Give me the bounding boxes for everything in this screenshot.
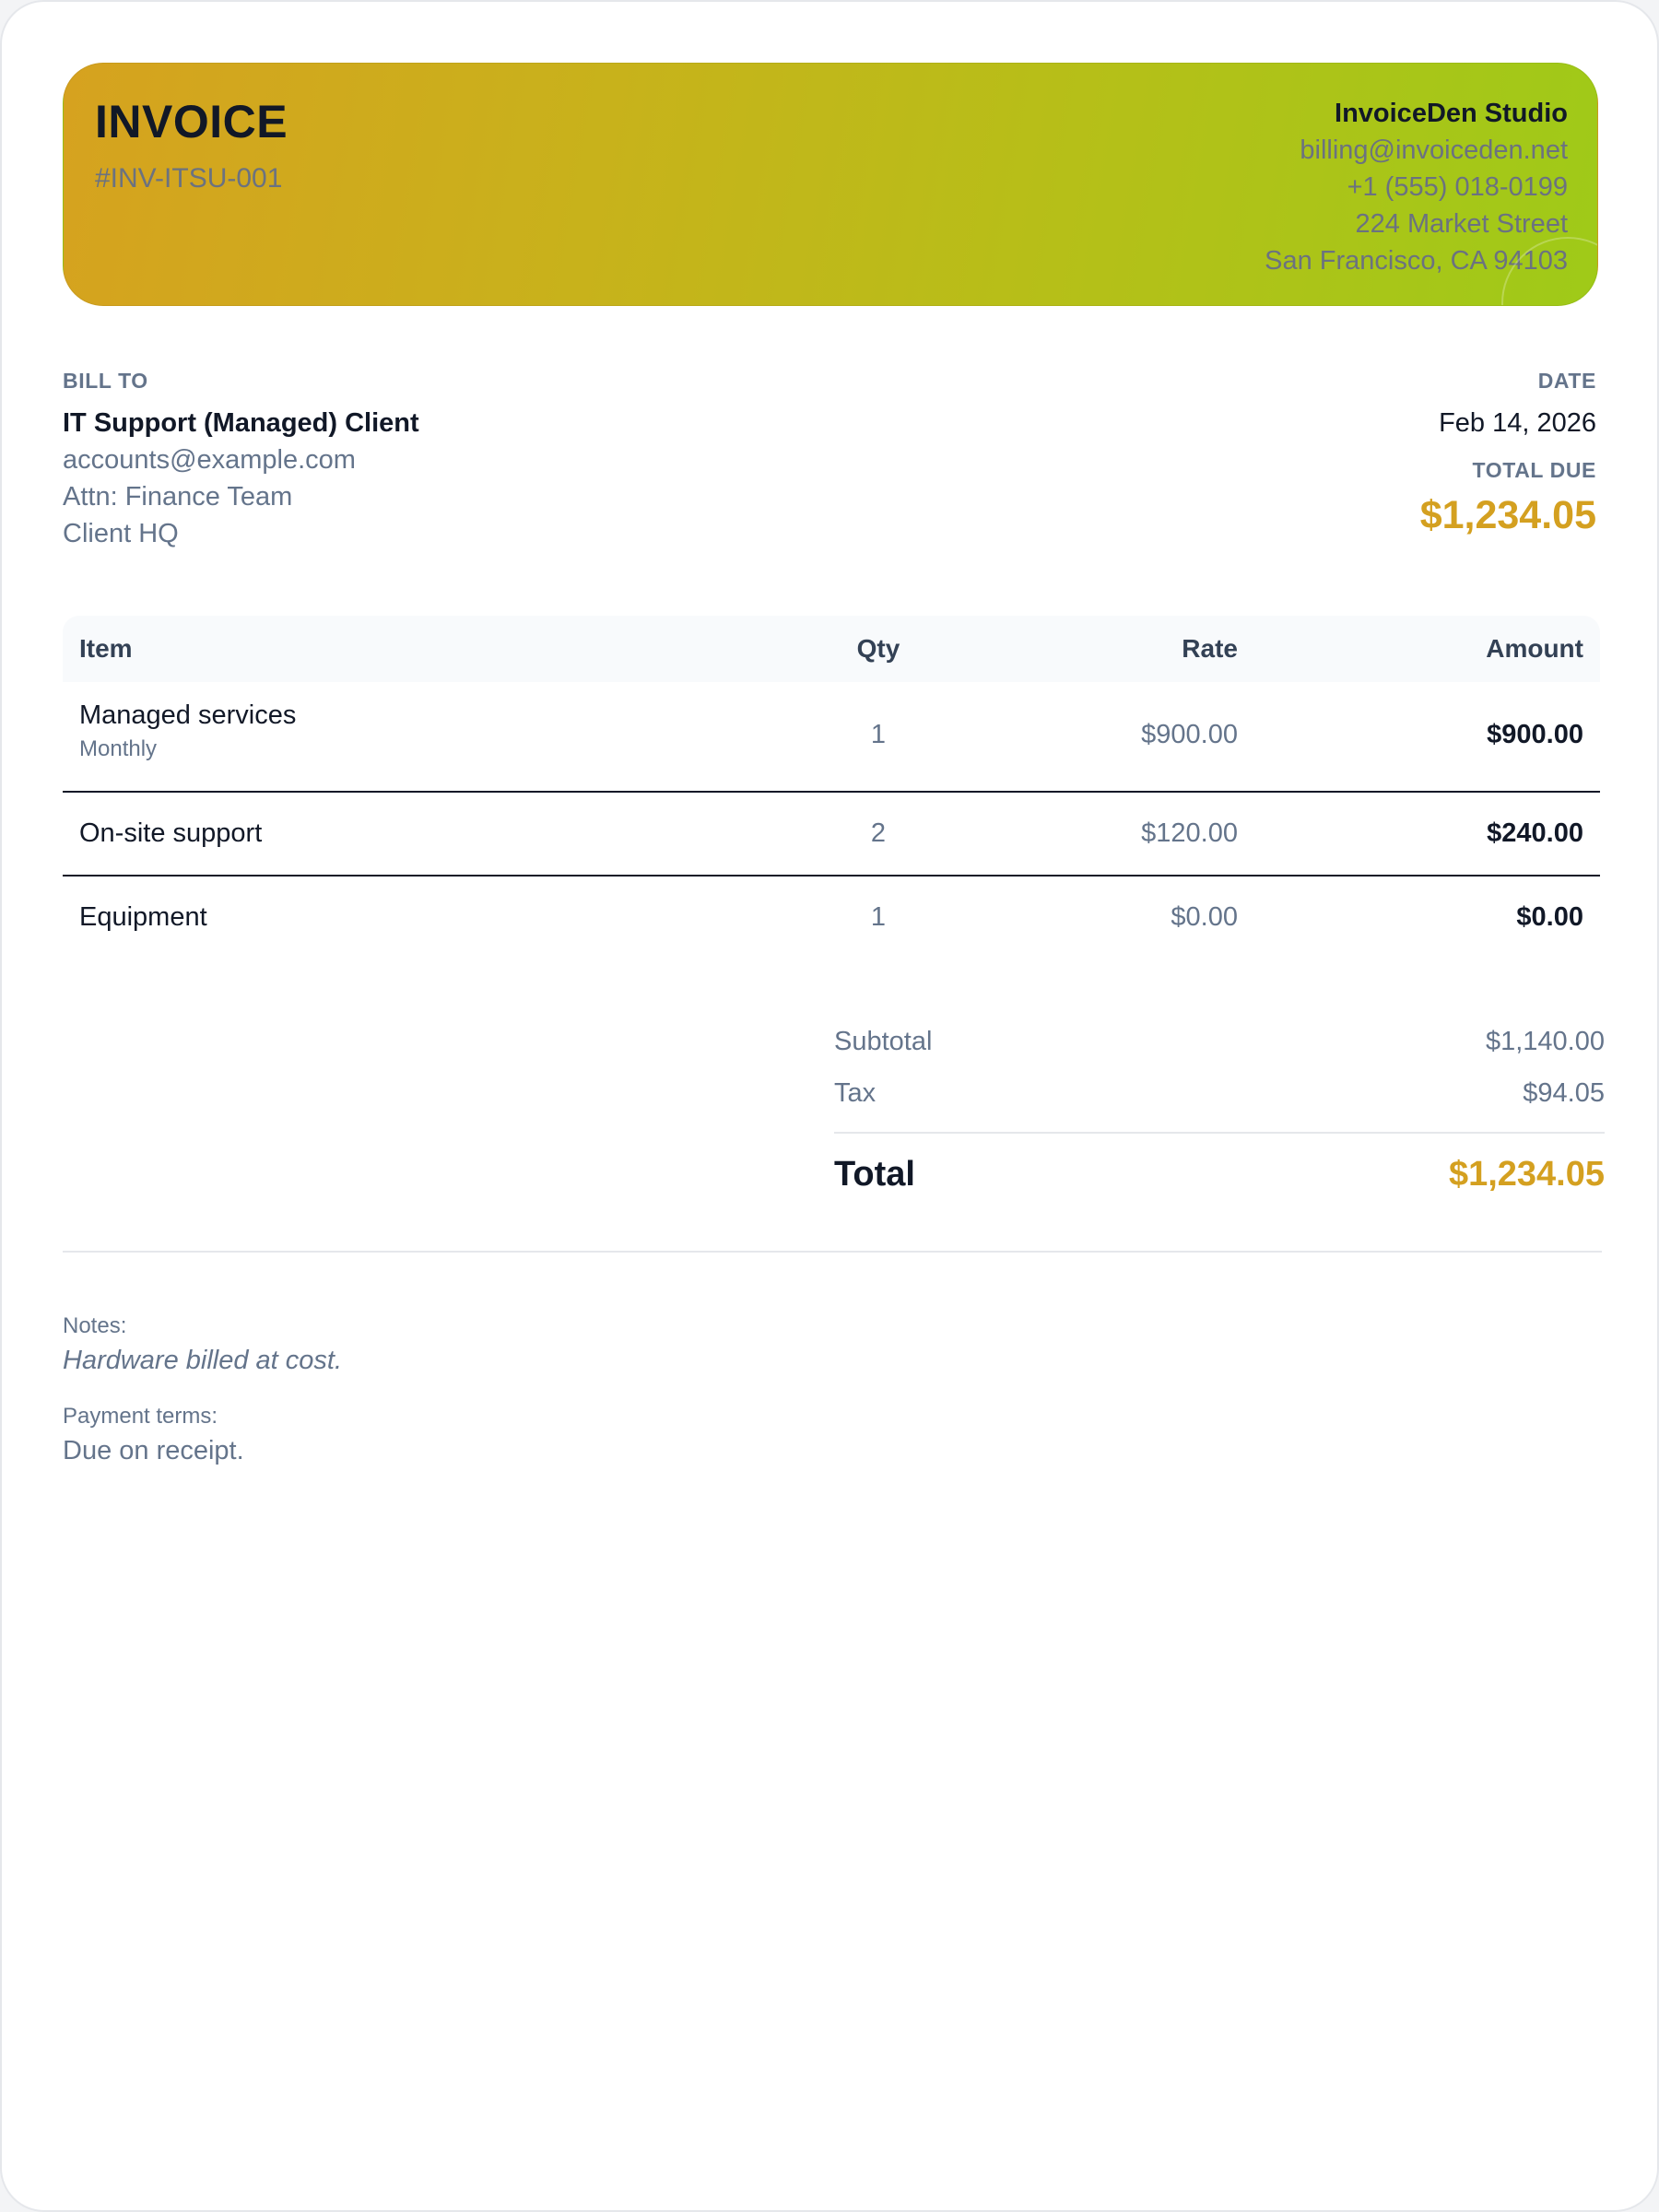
table-header <box>63 616 1600 682</box>
company-info <box>1265 95 1568 279</box>
client-email: accounts@example.com <box>63 445 356 475</box>
payment-terms-label: Payment terms: <box>63 1404 218 1429</box>
table-row <box>63 877 1600 959</box>
total-due-label: TOTAL DUE <box>1472 458 1596 482</box>
grand-total-value: $1,234.05 <box>1448 1155 1605 1194</box>
notes-block <box>63 1311 342 1469</box>
tax-value: $94.05 <box>1523 1078 1605 1108</box>
row-rate: $0.00 <box>1171 902 1238 932</box>
header-qty: Qty <box>856 634 900 663</box>
row-item: Managed services <box>79 700 297 730</box>
line-items-table <box>63 616 1600 959</box>
invoice-date: Feb 14, 2026 <box>1439 408 1596 438</box>
row-rate: $900.00 <box>1141 720 1238 749</box>
bill-to-block <box>63 369 419 552</box>
company-name: InvoiceDen Studio <box>1335 99 1568 128</box>
payment-terms-text: Due on receipt. <box>63 1436 244 1465</box>
company-city: San Francisco, CA 94103 <box>1265 246 1568 276</box>
date-block <box>1420 369 1596 540</box>
invoice-number: #INV-ITSU-001 <box>95 163 283 194</box>
row-qty: 1 <box>870 902 887 932</box>
row-amount: $0.00 <box>1516 902 1583 932</box>
tax-label: Tax <box>834 1078 877 1108</box>
section-divider <box>63 1251 1602 1253</box>
header-amount: Amount <box>1486 634 1583 663</box>
table-row <box>63 793 1600 877</box>
totals-block <box>834 1016 1605 1217</box>
grand-total-row <box>834 1134 1605 1217</box>
client-location: Client HQ <box>63 519 179 548</box>
total-due-amount: $1,234.05 <box>1419 493 1596 537</box>
header-rate: Rate <box>1182 634 1238 663</box>
client-name: IT Support (Managed) Client <box>63 408 419 438</box>
company-street: 224 Market Street <box>1355 209 1568 239</box>
subtotal-label: Subtotal <box>834 1027 933 1056</box>
company-email: billing@invoiceden.net <box>1300 135 1568 165</box>
row-qty: 1 <box>870 720 887 749</box>
client-attn: Attn: Finance Team <box>63 482 293 512</box>
row-qty: 2 <box>870 818 887 848</box>
tax-row <box>834 1067 1605 1119</box>
subtotal-row <box>834 1016 1605 1067</box>
notes-text: Hardware billed at cost. <box>63 1346 343 1375</box>
date-label: DATE <box>1537 369 1596 393</box>
invoice-title: INVOICE <box>95 96 288 147</box>
notes-label: Notes: <box>63 1313 127 1338</box>
invoice-header <box>63 63 1598 306</box>
header-item: Item <box>79 634 133 663</box>
subtotal-value: $1,140.00 <box>1485 1027 1605 1056</box>
row-rate: $120.00 <box>1141 818 1238 848</box>
row-item: On-site support <box>79 818 263 848</box>
row-amount: $900.00 <box>1487 720 1583 749</box>
grand-total-label: Total <box>834 1155 915 1194</box>
table-row <box>63 682 1600 793</box>
company-phone: +1 (555) 018-0199 <box>1347 172 1568 202</box>
row-amount: $240.00 <box>1487 818 1583 848</box>
bill-to-label: BILL TO <box>63 369 148 393</box>
row-item-sub: Monthly <box>79 736 158 761</box>
row-item: Equipment <box>79 902 207 932</box>
